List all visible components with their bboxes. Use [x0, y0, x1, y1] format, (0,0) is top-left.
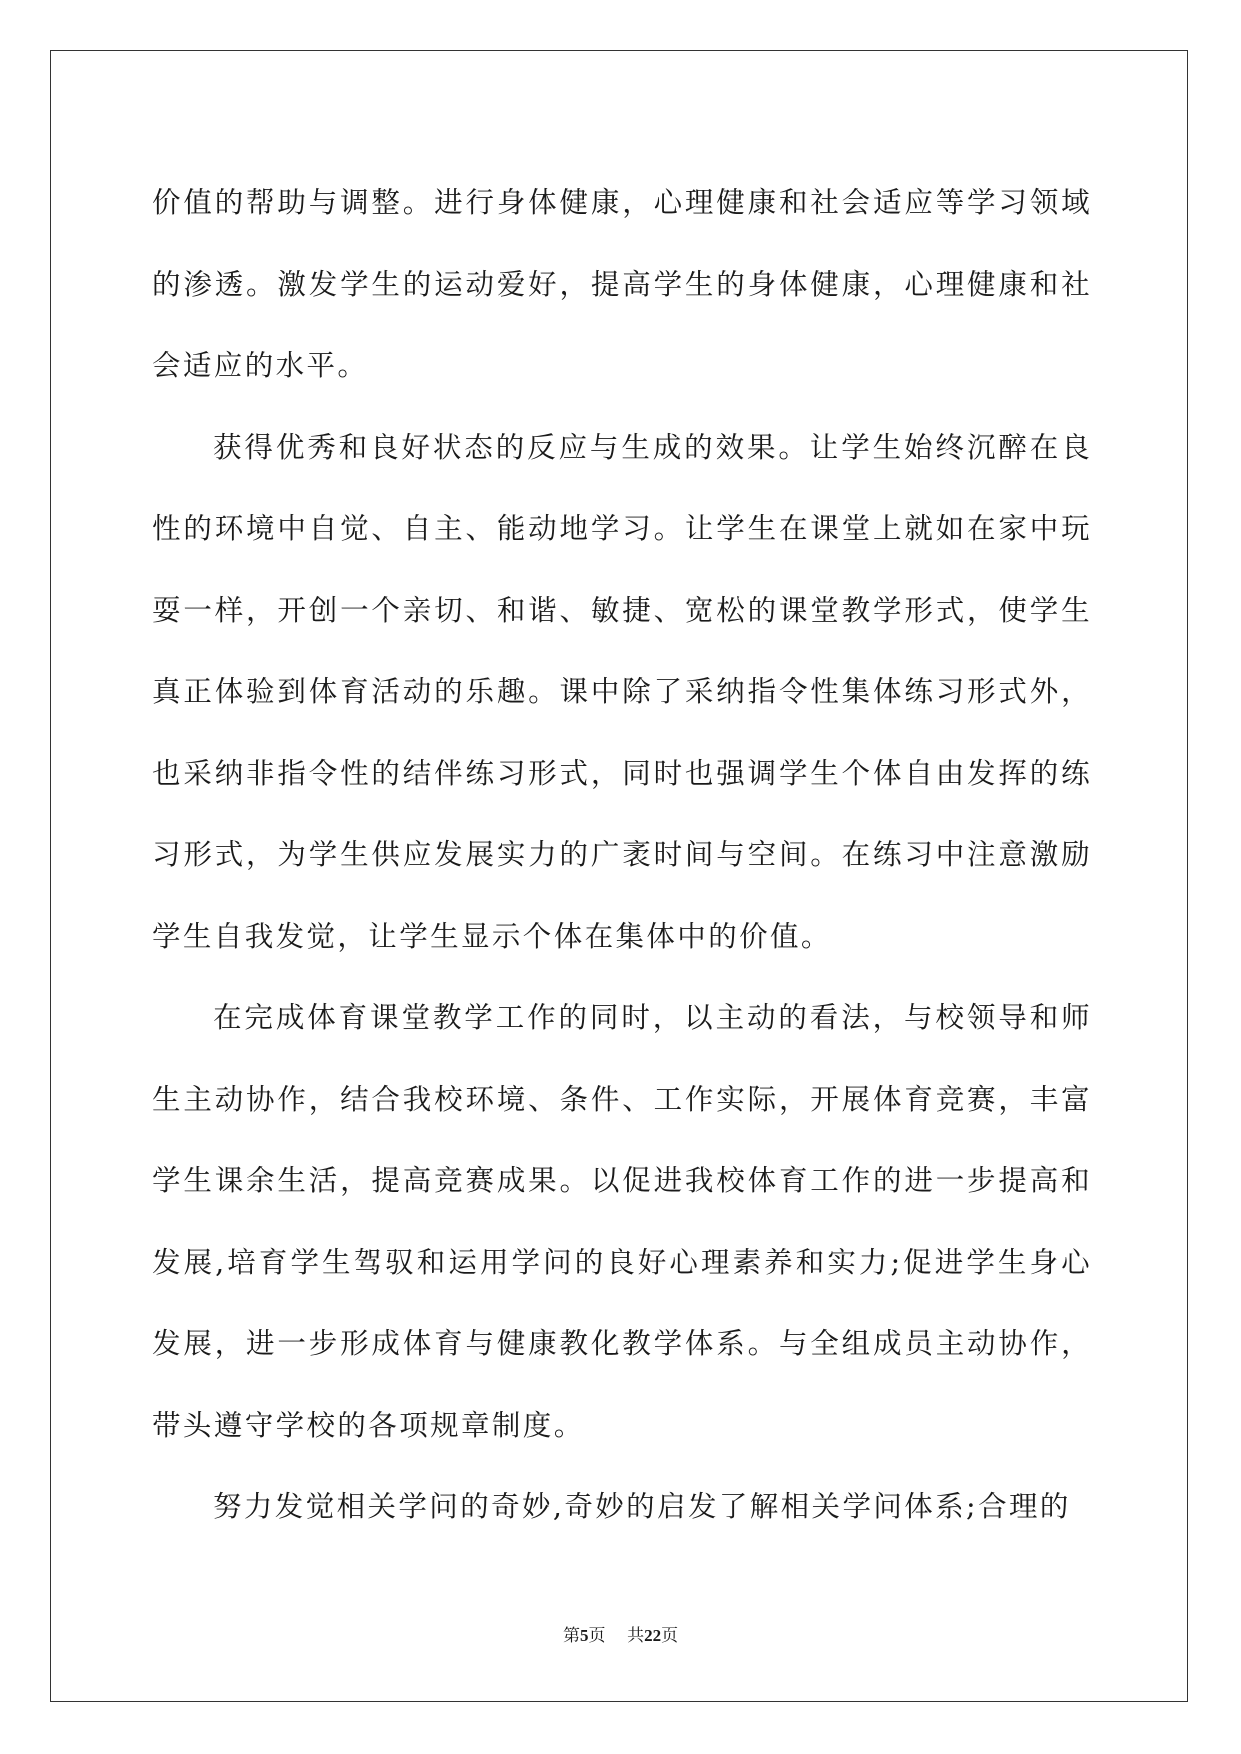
total-suffix: 页 [661, 1626, 679, 1646]
paragraph: 在完成体育课堂教学工作的同时，以主动的看法，与校领导和师生主动协作，结合我校环境、条件、工作实际，开展体育竞赛，丰富学生课余生活，提高竞赛成果。以促进我校体育工作的进一步提高和发展,培育学生驾驭和运用学问的良好心理素养和实力;促进学生身心发展，进一步形成体育与健康教化教学体系。与全组成员主动协作，带头遵守学校的各项规章制度。 [152, 1001, 1092, 1442]
paragraph: 获得优秀和良好状态的反应与生成的效果。让学生始终沉醉在良性的环境中自觉、自主、能动地学习。让学生在课堂上就如在家中玩耍一样，开创一个亲切、和谐、敏捷、宽松的课堂教学形式，使学生真正体验到体育活动的乐趣。课中除了采纳指令性集体练习形式外，也采纳非指令性的结伴练习形式，同时也强调学生个体自由发挥的练习形式，为学生供应发展实力的广袤时间与空间。在练习中注意激励学生自我发觉，让学生显示个体在集体中的价值。 [152, 430, 1092, 953]
total-prefix: 共 [627, 1626, 645, 1646]
paragraph: 努力发觉相关学问的奇妙,奇妙的启发了解相关学问体系;合理的 [213, 1490, 1071, 1523]
paragraph: 价值的帮助与调整。进行身体健康，心理健康和社会适应等学习领域的渗透。激发学生的运动爱好，提高学生的身体健康，心理健康和社会适应的水平。 [152, 186, 1092, 382]
page-number: 5 [579, 1626, 589, 1645]
total-pages: 22 [644, 1626, 662, 1645]
page-suffix: 页 [588, 1626, 606, 1646]
page-footer [0, 1624, 1241, 1648]
footer-separator [605, 1626, 627, 1646]
page-prefix: 第 [562, 1626, 580, 1646]
document-body [152, 162, 1092, 1548]
